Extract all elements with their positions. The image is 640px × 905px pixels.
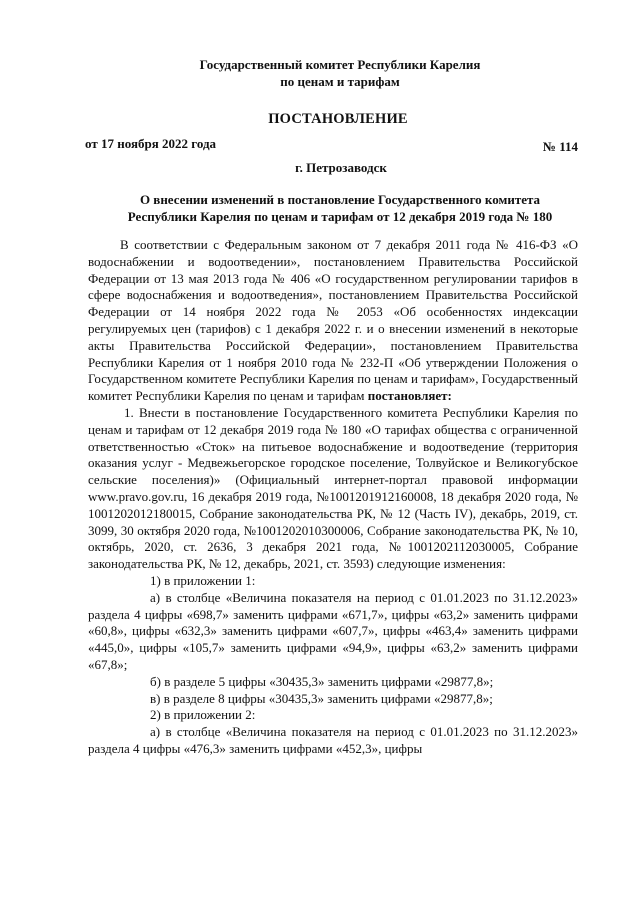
document-city: г. Петрозаводск [295,160,387,175]
org-line-1: Государственный комитет Республики Карелия [199,57,481,72]
document-page [85,56,578,758]
document-body [88,237,578,758]
subitem-1-paragraph: 1) в приложении 1: [150,572,256,588]
date-number-row [85,136,578,156]
subitem-1a-paragraph: а) в столбце «Величина показателя на период с 01.01.2023 по 31.12.2023» раздела 4 цифры «698,7» заменить цифрами «671,7», цифры «63,2» заменить цифрами «60,8», цифры «632,3» заменить цифрами «607,7», цифры «463,4» заменить цифрами «445,0», цифры «105,7» заменить цифрами «94,9», цифры «63,2» заменить цифрами «67,8»; [88,589,578,672]
subitem-1b-paragraph: б) в разделе 5 цифры «30435,3» заменить цифрами «29877,8»; [150,673,494,689]
preamble-paragraph [88,237,578,405]
document-number: № 114 [542,139,578,154]
item-1-paragraph: 1. Внести в постановление Государственного комитета Республики Карелия по ценам и тарифам от 12 декабря 2019 года № 180 «О тарифах общества с ограниченной ответственностью «Сток» на питьевое водоснабжение и водоотведение (территория оказания услуг - Медвежьегорское городское поселение, Толвуйское и Великогубское сельские поселения)» (Официальный интернет-портал правовой информации www.pravo.gov.ru, 16 декабря 2019 года, №1001201912160008, 18 декабря 2020 года, № 1001202012180015, Собрание законодательства РК, № 12 (Часть IV), декабрь, 2019, ст. 3099, 30 октября 2020 года, №1001202010300006, Собрание законодательства РК, № 10, октябрь, 2020, ст. 2636, 3 декабря 2021 года, №1001202112030005, Собрание законодательства РК, № 12, декабрь, 2021, ст. 3593) следующие изменения: [88,404,578,572]
subitem-2-paragraph: 2) в приложении 2: [150,707,256,723]
preamble-text: В соответствии с Федеральным законом от 7 декабря 2011 года № 416-ФЗ «О водоснабжении и водоотведении», постановлением Правительства Российской Федерации от 13 мая 2013 года № 406 «О государственном регулировании тарифов в сфере водоснабжения и водоотведения», постановлением Правительства Российской Федерации от 14 ноября 2022 года № 2053 «Об особенностях индексации регулируемых цен (тарифов) с 1 декабря 2022 г. и о внесении изменений в некоторые акты Правительства Российской Федерации», постановлением Правительства Республики Карелия от 1 ноября 2010 года № 232-П «Об утверждении Положения о Государственном комитете Республики Карелия по ценам и тарифам», Государственный комитет Республики Карелия по ценам и тарифам [88,237,578,404]
issuing-organization [102,56,578,90]
org-line-2: по ценам и тарифам [280,74,400,89]
subitem-2a-paragraph: а) в столбце «Величина показателя на период с 01.01.2023 по 31.12.2023» раздела 4 цифры «476,3» заменить цифрами «452,3», цифры [88,724,578,756]
subitem-1c-paragraph: в) в разделе 8 цифры «30435,3» заменить цифрами «29877,8»; [150,690,493,706]
subject-line-2: Республики Карелия по ценам и тарифам от 12 декабря 2019 года № 180 [127,209,553,224]
document-type: ПОСТАНОВЛЕНИЕ [268,111,408,127]
document-subject [102,191,578,225]
subject-line-1: О внесении изменений в постановление Государственного комитета [139,192,541,207]
document-date: от 17 ноября 2022 года [85,136,217,151]
resolves-word: постановляет: [367,388,452,404]
